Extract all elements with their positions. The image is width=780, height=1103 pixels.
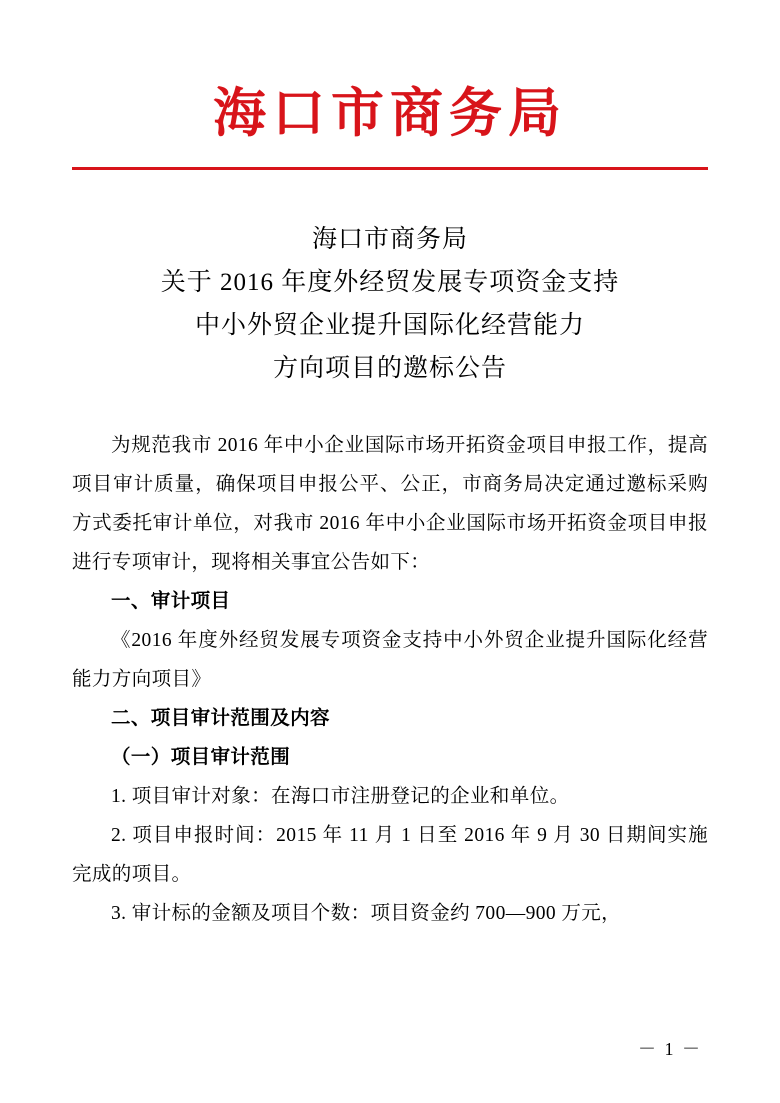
- issuing-organization-title: 海口市商务局: [213, 85, 567, 143]
- document-title-line-4: 方向项目的邀标公告: [272, 354, 507, 382]
- paragraph-intro: 为规范我市 2016 年中小企业国际市场开拓资金项目申报工作，提高项目审计质量，确保项目申报公平、公正，市商务局决定通过邀标采购方式委托审计单位，对我市 2016 年中小企业国际市场开拓资金项目申报进行专项审计，现将相关事宜公告如下：: [72, 434, 708, 573]
- page-number: － 1 －: [638, 1039, 702, 1059]
- section-heading-audit-project: 一、审计项目: [111, 590, 231, 612]
- page-footer: [0, 1035, 780, 1061]
- document-title-line-3: 中小外贸企业提升国际化经营能力: [194, 311, 585, 339]
- document-title: [72, 218, 708, 390]
- document-body: [72, 426, 708, 933]
- masthead: [72, 0, 708, 170]
- section-heading-scope-and-content: 二、项目审计范围及内容: [111, 707, 330, 729]
- subsection-heading-audit-scope: （一）项目审计范围: [111, 746, 291, 768]
- paragraph-item-2: 2. 项目申报时间：2015 年 11 月 1 日至 2016 年 9 月 30 日期间实施完成的项目。: [72, 824, 708, 885]
- paragraph-item-3: 3. 审计标的金额及项目个数：项目资金约 700—900 万元，: [111, 902, 622, 924]
- document-title-line-1: 海口市商务局: [311, 225, 468, 253]
- paragraph-project-name: 《2016 年度外经贸发展专项资金支持中小外贸企业提升国际化经营能力方向项目》: [72, 629, 708, 690]
- paragraph-item-1: 1. 项目审计对象：在海口市注册登记的企业和单位。: [111, 785, 570, 807]
- masthead-divider: [72, 167, 708, 170]
- document-title-line-2: 关于 2016 年度外经贸发展专项资金支持: [160, 268, 620, 296]
